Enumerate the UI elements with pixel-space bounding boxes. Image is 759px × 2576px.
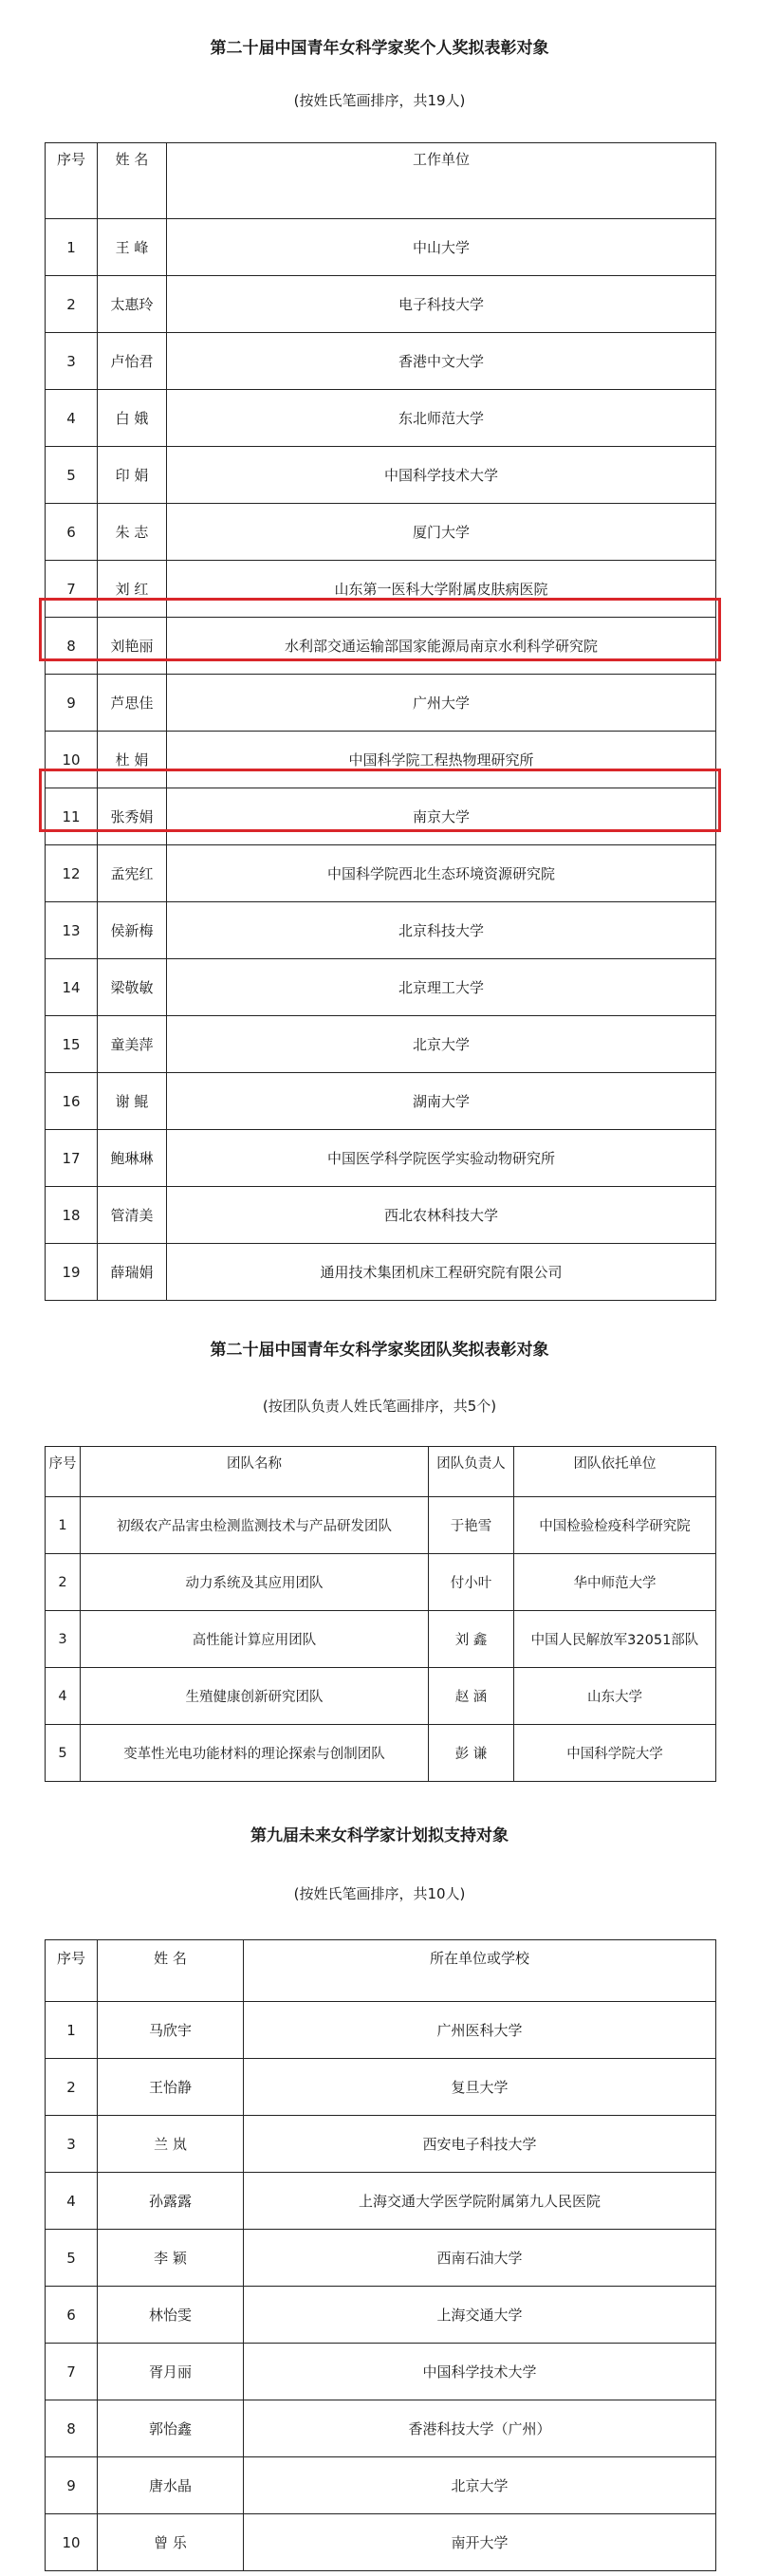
column-header: 姓 名 [98, 143, 167, 219]
table-cell: 中国科学院西北生态环境资源研究院 [167, 845, 716, 902]
table-row [46, 2514, 716, 2571]
column-header: 姓 名 [98, 1940, 244, 2002]
table-cell: 动力系统及其应用团队 [81, 1554, 429, 1611]
table-cell: 唐水晶 [98, 2457, 244, 2514]
column-header: 团队负责人 [429, 1447, 514, 1497]
table-cell: 8 [46, 2400, 98, 2457]
table-cell: 4 [46, 1668, 81, 1725]
table-cell: 西南石油大学 [244, 2230, 716, 2287]
table-cell: 朱 志 [98, 504, 167, 561]
table-cell: 中国科学院工程热物理研究所 [167, 732, 716, 788]
table-cell: 李 颖 [98, 2230, 244, 2287]
table-row [46, 1187, 716, 1244]
table-cell: 童美萍 [98, 1016, 167, 1073]
table-row [46, 1554, 716, 1611]
table-cell: 高性能计算应用团队 [81, 1611, 429, 1668]
table-cell: 14 [46, 959, 98, 1016]
table-cell: 中国科学技术大学 [244, 2344, 716, 2400]
table-cell: 2 [46, 2059, 98, 2116]
table-cell: 电子科技大学 [167, 276, 716, 333]
table-cell: 华中师范大学 [514, 1554, 716, 1611]
table-cell: 上海交通大学医学院附属第九人民医院 [244, 2173, 716, 2230]
table-cell: 孙露露 [98, 2173, 244, 2230]
column-header: 所在单位或学校 [244, 1940, 716, 2002]
column-header: 团队依托单位 [514, 1447, 716, 1497]
table-cell: 6 [46, 504, 98, 561]
table-cell: 曾 乐 [98, 2514, 244, 2571]
table-cell: 赵 涵 [429, 1668, 514, 1725]
table-row [46, 333, 716, 390]
table-row [46, 1073, 716, 1130]
table-cell: 于艳雪 [429, 1497, 514, 1554]
table-cell: 白 娥 [98, 390, 167, 447]
table-cell: 北京大学 [167, 1016, 716, 1073]
table-cell: 孟宪红 [98, 845, 167, 902]
table-cell: 1 [46, 1497, 81, 1554]
table-cell: 山东大学 [514, 1668, 716, 1725]
table-cell: 西北农林科技大学 [167, 1187, 716, 1244]
table-cell: 彭 谦 [429, 1725, 514, 1782]
table-cell: 胥月丽 [98, 2344, 244, 2400]
table-cell: 中国检验检疫科学研究院 [514, 1497, 716, 1554]
table-row [46, 1497, 716, 1554]
table-row [46, 2344, 716, 2400]
table-cell: 香港中文大学 [167, 333, 716, 390]
column-header: 工作单位 [167, 143, 716, 219]
table-cell: 7 [46, 561, 98, 618]
table-cell: 鲍琳琳 [98, 1130, 167, 1187]
table-cell: 2 [46, 1554, 81, 1611]
section1-title: 第二十届中国青年女科学家奖个人奖拟表彰对象 [210, 39, 549, 58]
table-cell: 梁敬敏 [98, 959, 167, 1016]
table-cell: 杜 娟 [98, 732, 167, 788]
table-row [46, 1668, 716, 1725]
table-cell: 郭怡鑫 [98, 2400, 244, 2457]
table-cell: 谢 鲲 [98, 1073, 167, 1130]
table-cell: 刘 红 [98, 561, 167, 618]
table-cell: 变革性光电功能材料的理论探索与创制团队 [81, 1725, 429, 1782]
table-cell: 西安电子科技大学 [244, 2116, 716, 2173]
table-cell: 兰 岚 [98, 2116, 244, 2173]
table-cell: 4 [46, 2173, 98, 2230]
table-cell: 印 娟 [98, 447, 167, 504]
column-header: 序号 [46, 143, 98, 219]
table-cell: 1 [46, 219, 98, 276]
table-cell: 南开大学 [244, 2514, 716, 2571]
table-cell: 5 [46, 1725, 81, 1782]
table-cell: 卢怡君 [98, 333, 167, 390]
table-row [46, 845, 716, 902]
table-cell: 北京科技大学 [167, 902, 716, 959]
table-cell: 中山大学 [167, 219, 716, 276]
section2-subtitle: (按团队负责人姓氏笔画排序，共5个) [262, 1398, 497, 1415]
table-cell: 3 [46, 2116, 98, 2173]
table-cell: 13 [46, 902, 98, 959]
table-row [46, 219, 716, 276]
table-cell: 张秀娟 [98, 788, 167, 845]
column-header: 序号 [46, 1940, 98, 2002]
table-row [46, 959, 716, 1016]
table-cell: 15 [46, 1016, 98, 1073]
table-row [46, 276, 716, 333]
table-cell: 王 峰 [98, 219, 167, 276]
table-cell: 芦思佳 [98, 675, 167, 732]
table-cell: 薛瑞娟 [98, 1244, 167, 1301]
table-cell: 1 [46, 2002, 98, 2059]
column-header: 序号 [46, 1447, 81, 1497]
table-cell: 复旦大学 [244, 2059, 716, 2116]
table-cell: 中国科学院大学 [514, 1725, 716, 1782]
table-cell: 王怡静 [98, 2059, 244, 2116]
table-row [46, 2400, 716, 2457]
section2-title: 第二十届中国青年女科学家奖团队奖拟表彰对象 [210, 1341, 549, 1360]
table-cell: 通用技术集团机床工程研究院有限公司 [167, 1244, 716, 1301]
table-cell: 12 [46, 845, 98, 902]
table-cell: 10 [46, 2514, 98, 2571]
table-cell: 生殖健康创新研究团队 [81, 1668, 429, 1725]
table-row [46, 1016, 716, 1073]
table-row [46, 2287, 716, 2344]
table-cell: 刘 鑫 [429, 1611, 514, 1668]
table-row [46, 447, 716, 504]
table-cell: 管清美 [98, 1187, 167, 1244]
table-cell: 南京大学 [167, 788, 716, 845]
table-cell: 东北师范大学 [167, 390, 716, 447]
individual-award-table [45, 142, 716, 1301]
table-cell: 9 [46, 675, 98, 732]
table-cell: 16 [46, 1073, 98, 1130]
table-cell: 5 [46, 2230, 98, 2287]
table-cell: 北京大学 [244, 2457, 716, 2514]
table-cell: 太惠玲 [98, 276, 167, 333]
table-cell: 3 [46, 333, 98, 390]
table-cell: 中国医学科学院医学实验动物研究所 [167, 1130, 716, 1187]
table-row [46, 2457, 716, 2514]
table-row [46, 2059, 716, 2116]
table-row [46, 504, 716, 561]
table-cell: 马欣宇 [98, 2002, 244, 2059]
table-cell: 8 [46, 618, 98, 675]
section3-subtitle: (按姓氏笔画排序，共10人) [293, 1885, 466, 1902]
table-row [46, 1611, 716, 1668]
section3-title: 第九届未来女科学家计划拟支持对象 [250, 1826, 509, 1845]
team-award-table [45, 1446, 716, 1782]
future-scientist-table [45, 1939, 716, 2571]
table-cell: 山东第一医科大学附属皮肤病医院 [167, 561, 716, 618]
table-row [46, 1130, 716, 1187]
table-row [46, 1244, 716, 1301]
table-cell: 侯新梅 [98, 902, 167, 959]
table-cell: 3 [46, 1611, 81, 1668]
table-cell: 19 [46, 1244, 98, 1301]
highlight-box-row-8 [39, 598, 721, 661]
table-cell: 18 [46, 1187, 98, 1244]
column-header: 团队名称 [81, 1447, 429, 1497]
table-cell: 6 [46, 2287, 98, 2344]
table-cell: 9 [46, 2457, 98, 2514]
table-cell: 7 [46, 2344, 98, 2400]
table-header-row [46, 1940, 716, 2002]
table-cell: 付小叶 [429, 1554, 514, 1611]
table-cell: 湖南大学 [167, 1073, 716, 1130]
table-cell: 广州大学 [167, 675, 716, 732]
table-cell: 厦门大学 [167, 504, 716, 561]
table-cell: 17 [46, 1130, 98, 1187]
table-cell: 上海交通大学 [244, 2287, 716, 2344]
table-header-row [46, 143, 716, 219]
table-header-row [46, 1447, 716, 1497]
table-row [46, 2230, 716, 2287]
table-row [46, 902, 716, 959]
table-cell: 中国人民解放军32051部队 [514, 1611, 716, 1668]
table-row [46, 2173, 716, 2230]
table-cell: 中国科学技术大学 [167, 447, 716, 504]
table-cell: 刘艳丽 [98, 618, 167, 675]
table-cell: 11 [46, 788, 98, 845]
table-cell: 10 [46, 732, 98, 788]
table-row [46, 1725, 716, 1782]
table-cell: 5 [46, 447, 98, 504]
table-row [46, 390, 716, 447]
table-row [46, 675, 716, 732]
table-cell: 香港科技大学（广州） [244, 2400, 716, 2457]
table-cell: 广州医科大学 [244, 2002, 716, 2059]
table-cell: 水利部交通运输部国家能源局南京水利科学研究院 [167, 618, 716, 675]
table-cell: 林怡雯 [98, 2287, 244, 2344]
table-cell: 4 [46, 390, 98, 447]
table-cell: 初级农产品害虫检测监测技术与产品研发团队 [81, 1497, 429, 1554]
section1-subtitle: (按姓氏笔画排序，共19人) [293, 92, 466, 109]
highlight-box-row-11 [39, 769, 721, 832]
table-row [46, 2116, 716, 2173]
table-row [46, 2002, 716, 2059]
table-cell: 北京理工大学 [167, 959, 716, 1016]
table-cell: 2 [46, 276, 98, 333]
